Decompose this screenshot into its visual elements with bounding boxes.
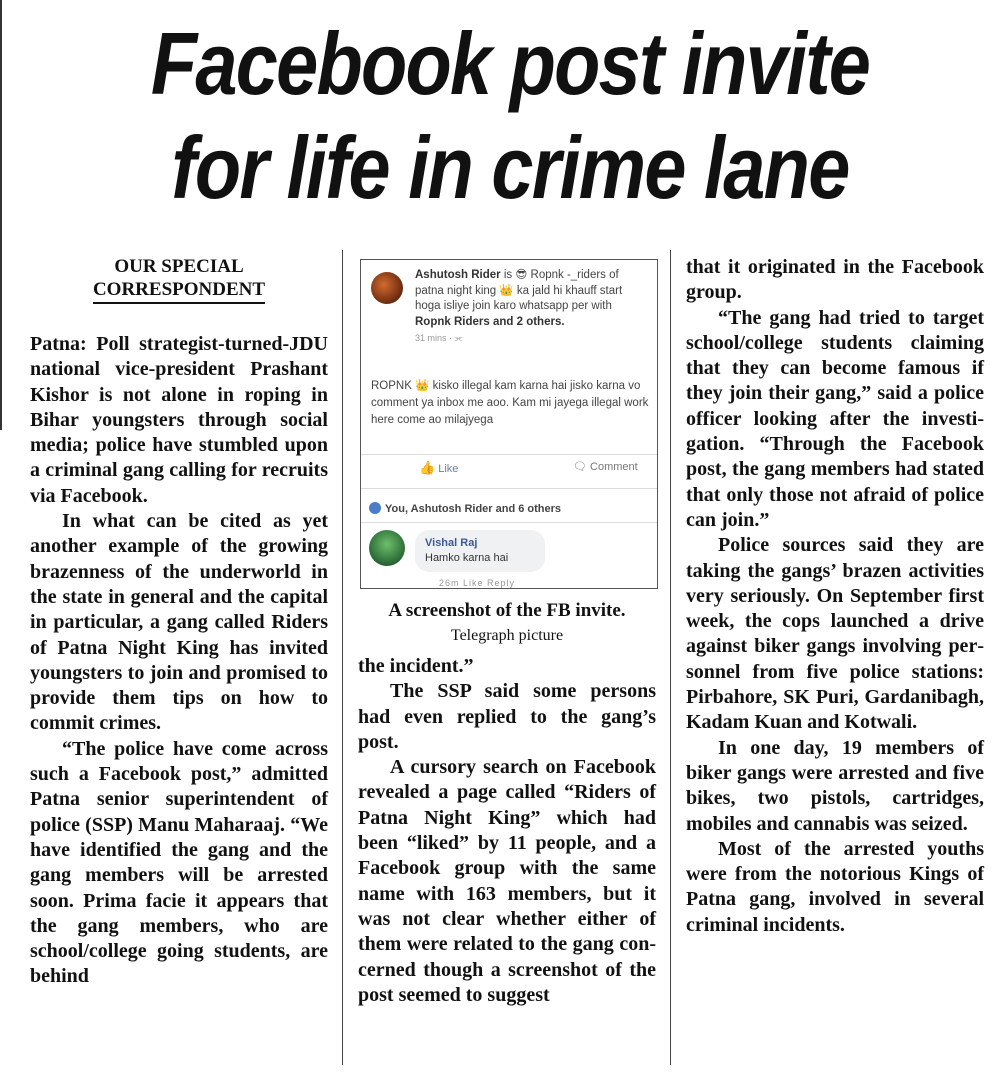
fb-comment-bubble <box>415 530 545 572</box>
divider <box>361 454 657 455</box>
fb-comment-button <box>573 460 638 473</box>
caption-credit: Telegraph picture <box>450 627 564 644</box>
fb-poster-name: Ashutosh Rider <box>415 269 501 281</box>
paragraph: In one day, 19 members of biker gangs were arrested and five bikes, two pistols, cartridges, mobiles and cannabis was seized. <box>686 736 984 835</box>
fb-likes-text: You, Ashutosh Rider and 6 others <box>385 503 562 515</box>
fb-comment-text: Hamko karna hai <box>425 552 509 564</box>
fb-header-text <box>415 268 649 330</box>
fb-likes-line <box>369 502 561 515</box>
thumbs-up-icon: 👍 <box>419 460 436 475</box>
paragraph: A cursory search on Facebook revealed a page called “Riders of Patna Night King” which had been “liked” by 11 people, and a Facebook group with the same name with 163 members, but it was not clear whether either of them were related to the gang concerned though a screenshot of the post seemed to suggest <box>358 756 656 1006</box>
fb-commenter-name: Vishal Raj <box>425 537 478 549</box>
avatar <box>371 272 403 304</box>
fb-header-rest: is 😎 Ropnk -_riders of patna night king 👑 ka jald hi khauff start hoga isliye join karo whatsapp per with <box>415 269 623 312</box>
paragraph: Police sources said they are taking the gangs’ brazen activities very seriously. On September first week, the cops launched a drive against biker gangs involving personnel from five police stations: Pirbahore, SK Puri, Gardanibagh, Kadam Kuan and Kotwali. <box>686 534 984 734</box>
column-1 <box>30 255 328 990</box>
paragraph: In what can be cited as yet another example of the growing brazenness of the underworld in the state in general and the capital in particular, a gang called Riders of Patna Night King has invited youngsters to join and promised to provide them tips on how to commit crimes. <box>30 510 328 735</box>
fb-timestamp: 31 mins · ⫘ <box>415 333 463 343</box>
headline-line-2: for life in crime lane <box>171 118 849 217</box>
fb-post-body: ROPNK 👑 kisko illegal kam karna hai jisko karna vo comment ya inbox me aoo. Kam mi jayega illegal work here come ao milajyega <box>371 380 649 426</box>
divider <box>361 522 657 523</box>
column-3 <box>686 255 984 938</box>
byline-line-2: CORRESPONDENT <box>93 278 265 304</box>
column-2 <box>358 255 656 1008</box>
fb-comment-meta: 26m Like Reply <box>439 578 516 588</box>
fb-comment-label: Comment <box>590 461 638 473</box>
paragraph: The SSP said some persons had even replied to the gang’s post. <box>358 680 656 753</box>
comment-icon: 🗨 <box>573 461 587 473</box>
facebook-screenshot <box>360 259 658 589</box>
column-rule-2 <box>670 250 671 1065</box>
headline <box>106 12 914 220</box>
paragraph: “The gang had tried to target school/college students claiming that they can become famous if they join their gang,” said a police officer looking after the investigation. “Through the Facebook post, the gang members had stated that only those not afraid of police can join.” <box>686 306 984 531</box>
divider <box>361 488 657 489</box>
fb-tagged: Ropnk Riders <box>415 315 490 328</box>
byline <box>30 255 328 304</box>
paragraph: the incident.” <box>358 655 474 677</box>
like-badge-icon <box>369 502 381 514</box>
fb-and-others: and 2 others. <box>492 315 565 328</box>
headline-line-1: Facebook post invite <box>150 14 870 113</box>
fb-actions <box>361 456 657 480</box>
column-rule-1 <box>342 250 343 1065</box>
paragraph: Patna: Poll strategist-turned-JDU national vice-president Prashant Kishor is not alone in roping in Bihar youngsters through social media; police have stumbled upon a criminal gang calling for recruits via Facebook. <box>30 333 328 507</box>
page-edge-rule <box>0 0 2 430</box>
paragraph: Most of the arrested youths were from the notorious Kings of Patna gang, involved in several criminal incidents. <box>686 837 984 936</box>
photo-caption <box>358 599 656 648</box>
paragraph: that it originated in the Facebook group. <box>686 256 984 304</box>
byline-line-1: OUR SPECIAL <box>114 256 244 277</box>
paragraph: “The police have come across such a Facebook post,” admitted Patna senior superintendent of police (SSP) Manu Maharaaj. “We have identified the gang and the gang members will be arrested soon. Prima facie it appears that the gang members, who are school/college going students, are behind <box>30 737 328 988</box>
fb-like-button <box>419 460 458 476</box>
caption-text: A screenshot of the FB invite. <box>388 600 626 621</box>
fb-post-header <box>371 268 649 344</box>
commenter-avatar <box>369 530 405 566</box>
fb-like-label: Like <box>438 463 459 475</box>
